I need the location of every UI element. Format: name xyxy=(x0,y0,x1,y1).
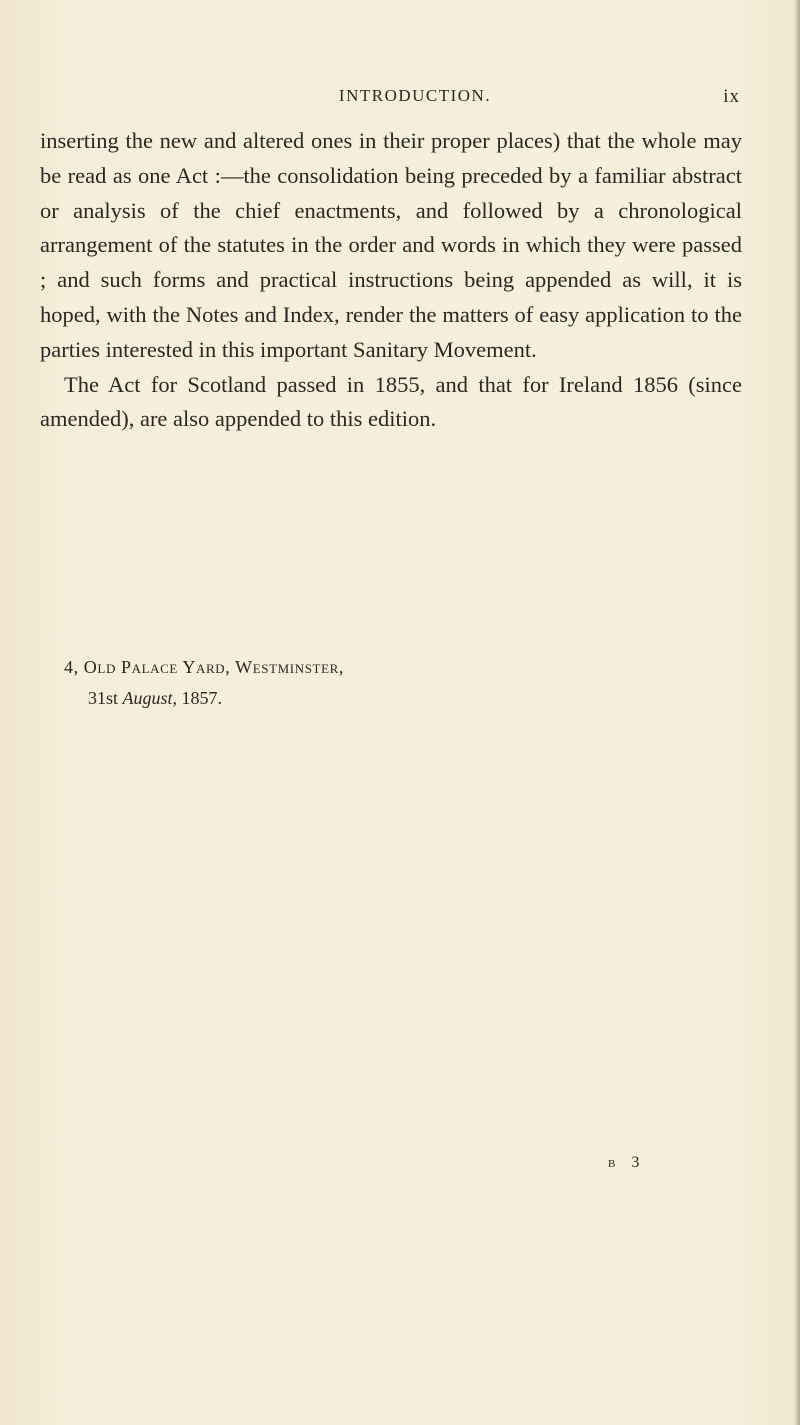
signoff-place: 4, Old Palace Yard, Westminster, xyxy=(64,657,344,677)
signature-letter: b xyxy=(608,1154,622,1171)
page-edge-shadow xyxy=(794,0,800,1425)
printer-signature-mark xyxy=(608,1154,645,1172)
running-title: INTRODUCTION. xyxy=(338,86,492,105)
signoff xyxy=(64,652,664,714)
paragraph-continued: inserting the new and altered ones in their proper places) that the whole may be read as one Act :—the consolidation being preceded by a familiar abstract or analysis of the chief enactments, and followed by a chronological arrangement of the statutes in the order and words in which they were passed ; and such forms and practical instructions being appended as will, it is hoped, with the Notes and Index, render the matters of easy application to the parties interested in this important Sanitary Movement. xyxy=(40,128,742,362)
paragraph-scotland-ireland: The Act for Scotland passed in 1855, and that for Ireland 1856 (since amended), are also appended to this edition. xyxy=(40,371,742,432)
signature-number: 3 xyxy=(631,1154,646,1171)
signoff-date-month: August, xyxy=(122,688,178,708)
running-head xyxy=(40,86,740,114)
page-number: ix xyxy=(723,86,740,107)
body-text xyxy=(40,124,742,437)
signoff-date xyxy=(64,683,664,714)
signoff-date-day: 31st xyxy=(88,688,119,708)
signoff-date-year: 1857. xyxy=(181,688,223,708)
